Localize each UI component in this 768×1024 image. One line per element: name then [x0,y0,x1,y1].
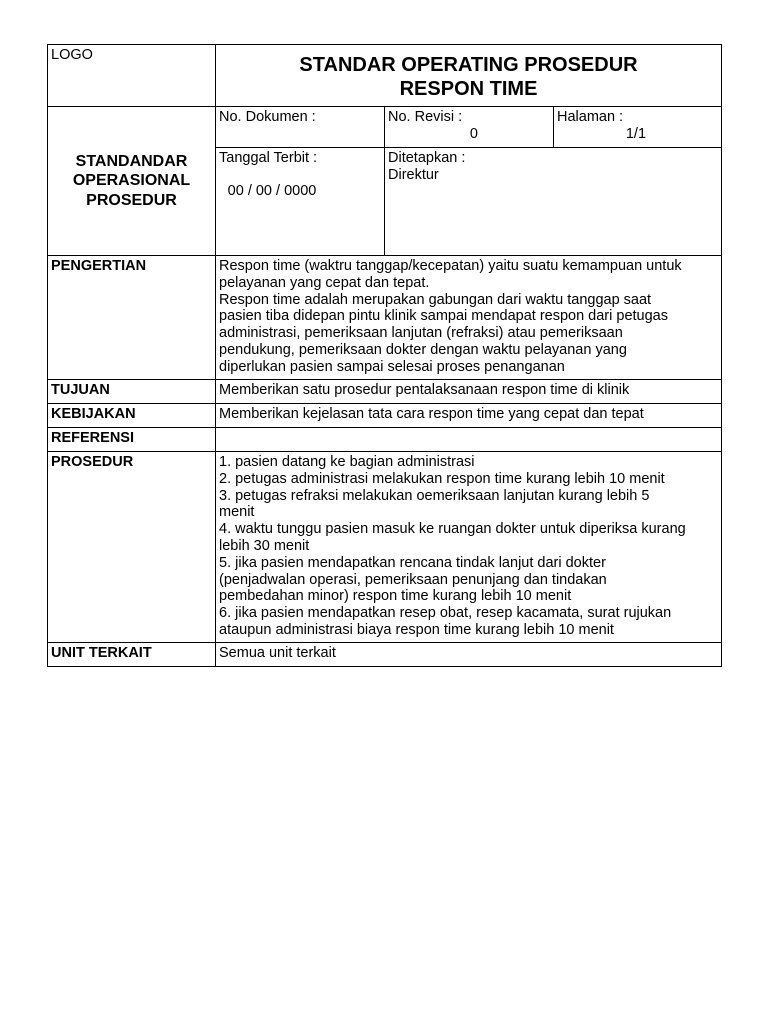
prosedur-line: 5. jika pasien mendapatkan rencana tindak lanjut dari dokter [219,554,606,571]
halaman-value: 1/1 [625,125,647,142]
pengertian-line: pasien tiba didepan pintu klinik sampai mendapat respon dari petugas [219,308,668,325]
header-row [48,45,722,107]
prosedur-label: PROSEDUR [48,452,216,643]
tanggal-label: Tanggal Terbit : [219,150,318,166]
pengertian-row [48,256,722,380]
tujuan-row [48,380,722,404]
pengertian-line: Respon time (waktru tanggap/kecepatan) yaitu suatu kemampuan untuk [219,258,682,274]
prosedur-line: pembedahan minor) respon time kurang lebih 10 menit [219,588,572,605]
ditetapkan-cell [385,148,722,256]
pengertian-line: administrasi, pemeriksaan lanjutan (refraksi) atau pemeriksaan [219,325,623,342]
meta-row-1 [48,107,722,148]
pengertian-line: pelayanan yang cepat dan tepat. [219,274,430,291]
kebijakan-label: KEBIJAKAN [48,404,216,428]
side-label-line-2: OPERASIONAL [72,172,191,190]
revisi-label: No. Revisi : [388,109,463,125]
prosedur-line: (penjadwalan operasi, pemeriksaan penunjang dan tindakan [219,571,607,588]
unit-terkait-label: UNIT TERKAIT [48,643,216,667]
document-title [216,45,722,107]
sop-document-table [47,44,722,667]
prosedur-line: 3. petugas refraksi melakukan oemeriksaan lanjutan kurang lebih 5 [219,487,650,504]
dokumen-label: No. Dokumen : [219,109,316,125]
prosedur-line: ataupun administrasi biaya respon time kurang lebih 10 menit [219,621,614,638]
prosedur-line: 2. petugas administrasi melakukan respon time kurang lebih 10 menit [219,470,665,487]
referensi-label: REFERENSI [48,428,216,452]
pengertian-content [216,256,722,380]
ditetapkan-label: Ditetapkan : [388,150,466,166]
halaman-cell [554,107,722,148]
tujuan-content: Memberikan satu prosedur pentalaksanaan respon time di klinik [216,380,722,404]
pengertian-line: pendukung, pemeriksaan dokter dengan waktu pelayanan yang [219,341,627,358]
side-label-line-1: STANDANDAR [75,152,188,170]
logo-placeholder: LOGO [48,45,216,107]
tanggal-value: 00 / 00 / 0000 [227,182,317,199]
revisi-cell [385,107,554,148]
prosedur-row [48,452,722,643]
pengertian-line: Respon time adalah merupakan gabungan dari waktu tanggap saat [219,291,652,308]
referensi-content [216,428,722,452]
tanggal-cell [216,148,385,256]
ditetapkan-value: Direktur [388,166,439,183]
prosedur-line: menit [219,504,255,521]
referensi-row [48,428,722,452]
unit-terkait-row [48,643,722,667]
unit-terkait-content: Semua unit terkait [216,643,722,667]
title-line-1: STANDAR OPERATING PROSEDUR [299,53,638,76]
revisi-value: 0 [469,125,478,142]
sop-side-label [48,107,216,256]
prosedur-line: lebih 30 menit [219,537,310,554]
tujuan-label: TUJUAN [48,380,216,404]
prosedur-line: 6. jika pasien mendapatkan resep obat, resep kacamata, surat rujukan [219,605,672,622]
prosedur-line: 1. pasien datang ke bagian administrasi [219,454,475,470]
prosedur-content [216,452,722,643]
side-label-line-3: PROSEDUR [86,191,177,209]
pengertian-label: PENGERTIAN [48,256,216,380]
pengertian-line: diperlukan pasien sampai selesai proses penanganan [219,358,565,375]
kebijakan-content: Memberikan kejelasan tata cara respon time yang cepat dan tepat [216,404,722,428]
halaman-label: Halaman : [557,109,624,125]
title-line-2: RESPON TIME [399,77,538,100]
kebijakan-row [48,404,722,428]
dokumen-cell [216,107,385,148]
prosedur-line: 4. waktu tunggu pasien masuk ke ruangan dokter untuk diperiksa kurang [219,521,686,538]
